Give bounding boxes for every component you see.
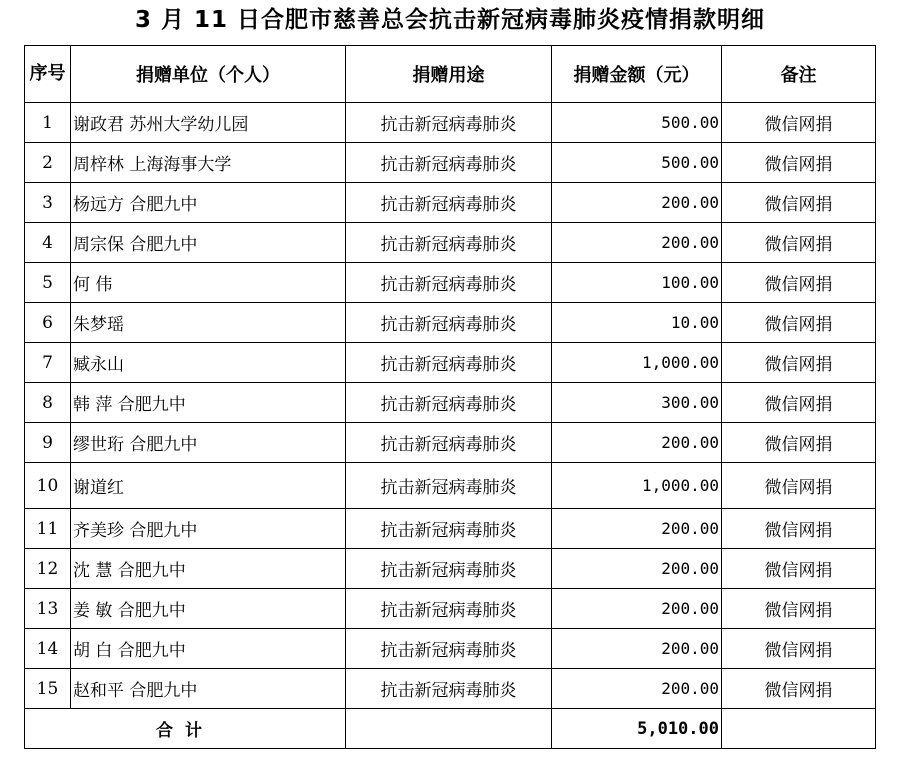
row-number: 2 <box>25 143 71 183</box>
donor-cell: 周宗保 合肥九中 <box>71 223 346 263</box>
amount-cell: 200.00 <box>552 669 722 709</box>
document-title: 3 月 11 日合肥市慈善总会抗击新冠病毒肺炎疫情捐款明细 <box>134 7 766 33</box>
total-row <box>25 709 876 749</box>
header-row <box>25 46 876 103</box>
donor-cell: 齐美珍 合肥九中 <box>71 509 346 549</box>
purpose-cell: 抗击新冠病毒肺炎 <box>346 303 552 343</box>
row-number: 8 <box>25 383 71 423</box>
remark-cell: 微信网捐 <box>722 423 876 463</box>
table-row <box>25 549 876 589</box>
donor-cell: 谢道红 <box>71 463 346 509</box>
row-number: 1 <box>25 103 71 143</box>
amount-cell: 1,000.00 <box>552 343 722 383</box>
table-row <box>25 263 876 303</box>
row-number: 14 <box>25 629 71 669</box>
header-remark: 备注 <box>722 46 876 103</box>
row-number: 12 <box>25 549 71 589</box>
amount-cell: 200.00 <box>552 589 722 629</box>
donor-cell: 沈 慧 合肥九中 <box>71 549 346 589</box>
remark-cell: 微信网捐 <box>722 143 876 183</box>
row-number: 4 <box>25 223 71 263</box>
remark-cell: 微信网捐 <box>722 103 876 143</box>
remark-cell: 微信网捐 <box>722 223 876 263</box>
table-row <box>25 629 876 669</box>
donor-cell: 杨远方 合肥九中 <box>71 183 346 223</box>
donor-cell: 胡 白 合肥九中 <box>71 629 346 669</box>
amount-cell: 10.00 <box>552 303 722 343</box>
row-number: 11 <box>25 509 71 549</box>
table-body <box>25 103 876 749</box>
row-number: 15 <box>25 669 71 709</box>
purpose-cell: 抗击新冠病毒肺炎 <box>346 103 552 143</box>
row-number: 5 <box>25 263 71 303</box>
total-remark-empty <box>722 709 876 749</box>
header-seq: 序号 <box>25 46 71 103</box>
table-row <box>25 463 876 509</box>
purpose-cell: 抗击新冠病毒肺炎 <box>346 263 552 303</box>
row-number: 10 <box>25 463 71 509</box>
amount-cell: 300.00 <box>552 383 722 423</box>
amount-cell: 100.00 <box>552 263 722 303</box>
donor-cell: 周梓林 上海海事大学 <box>71 143 346 183</box>
amount-cell: 200.00 <box>552 509 722 549</box>
remark-cell: 微信网捐 <box>722 183 876 223</box>
purpose-cell: 抗击新冠病毒肺炎 <box>346 463 552 509</box>
row-number: 6 <box>25 303 71 343</box>
table-row <box>25 589 876 629</box>
donor-cell: 姜 敏 合肥九中 <box>71 589 346 629</box>
purpose-cell: 抗击新冠病毒肺炎 <box>346 509 552 549</box>
amount-cell: 200.00 <box>552 223 722 263</box>
table-row <box>25 343 876 383</box>
donor-cell: 何 伟 <box>71 263 346 303</box>
header-unit: 捐赠单位（个人） <box>71 46 346 103</box>
donor-cell: 韩 萍 合肥九中 <box>71 383 346 423</box>
purpose-cell: 抗击新冠病毒肺炎 <box>346 669 552 709</box>
amount-cell: 200.00 <box>552 629 722 669</box>
table-row <box>25 383 876 423</box>
donation-table <box>24 45 876 749</box>
amount-cell: 500.00 <box>552 103 722 143</box>
total-purpose-empty <box>346 709 552 749</box>
amount-cell: 200.00 <box>552 183 722 223</box>
remark-cell: 微信网捐 <box>722 509 876 549</box>
amount-cell: 200.00 <box>552 549 722 589</box>
table-row <box>25 669 876 709</box>
donor-cell: 臧永山 <box>71 343 346 383</box>
remark-cell: 微信网捐 <box>722 549 876 589</box>
table-row <box>25 509 876 549</box>
total-label: 合计 <box>25 709 346 749</box>
table-row <box>25 103 876 143</box>
table-row <box>25 183 876 223</box>
purpose-cell: 抗击新冠病毒肺炎 <box>346 589 552 629</box>
purpose-cell: 抗击新冠病毒肺炎 <box>346 629 552 669</box>
remark-cell: 微信网捐 <box>722 589 876 629</box>
row-number: 3 <box>25 183 71 223</box>
purpose-cell: 抗击新冠病毒肺炎 <box>346 183 552 223</box>
amount-cell: 500.00 <box>552 143 722 183</box>
remark-cell: 微信网捐 <box>722 463 876 509</box>
header-purpose: 捐赠用途 <box>346 46 552 103</box>
purpose-cell: 抗击新冠病毒肺炎 <box>346 383 552 423</box>
purpose-cell: 抗击新冠病毒肺炎 <box>346 143 552 183</box>
table-row <box>25 303 876 343</box>
amount-cell: 1,000.00 <box>552 463 722 509</box>
donor-cell: 赵和平 合肥九中 <box>71 669 346 709</box>
row-number: 13 <box>25 589 71 629</box>
total-amount: 5,010.00 <box>552 709 722 749</box>
remark-cell: 微信网捐 <box>722 263 876 303</box>
remark-cell: 微信网捐 <box>722 383 876 423</box>
remark-cell: 微信网捐 <box>722 669 876 709</box>
purpose-cell: 抗击新冠病毒肺炎 <box>346 423 552 463</box>
table-row <box>25 423 876 463</box>
row-number: 9 <box>25 423 71 463</box>
purpose-cell: 抗击新冠病毒肺炎 <box>346 343 552 383</box>
purpose-cell: 抗击新冠病毒肺炎 <box>346 549 552 589</box>
purpose-cell: 抗击新冠病毒肺炎 <box>346 223 552 263</box>
donor-cell: 缪世珩 合肥九中 <box>71 423 346 463</box>
donor-cell: 谢政君 苏州大学幼儿园 <box>71 103 346 143</box>
remark-cell: 微信网捐 <box>722 629 876 669</box>
donor-cell: 朱梦瑶 <box>71 303 346 343</box>
remark-cell: 微信网捐 <box>722 343 876 383</box>
amount-cell: 200.00 <box>552 423 722 463</box>
table-row <box>25 143 876 183</box>
row-number: 7 <box>25 343 71 383</box>
header-amount: 捐赠金额（元） <box>552 46 722 103</box>
table-row <box>25 223 876 263</box>
remark-cell: 微信网捐 <box>722 303 876 343</box>
